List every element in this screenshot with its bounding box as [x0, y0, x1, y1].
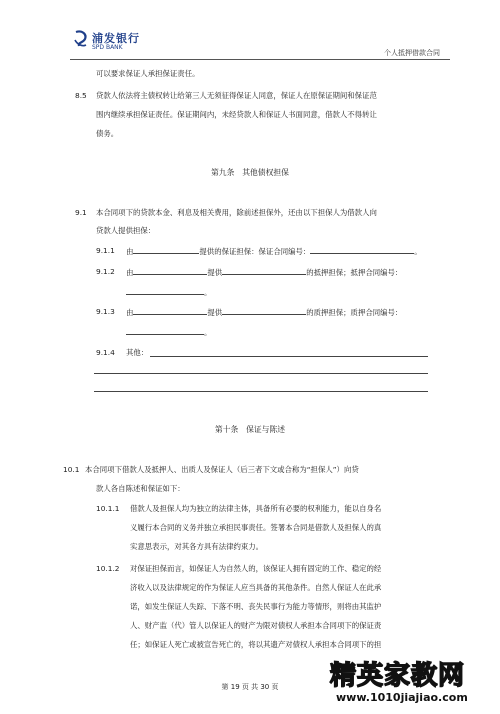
header-divider — [70, 59, 450, 60]
paragraph-line: 贷款人依法将主债权转让给第三人无须征得保证人同意，保证人在原保证期间和保证范 — [96, 91, 377, 100]
bank-name: 浦发银行 — [92, 32, 140, 45]
paragraph-line: 实意思表示，对其各方具有法律约束力。 — [130, 542, 264, 551]
guarantee-line — [126, 306, 402, 318]
text-segment: 由 — [126, 268, 134, 277]
watermark-url: www.1010jiajiao.com — [336, 691, 468, 704]
clause-number: 9.1.2 — [96, 267, 115, 276]
page-number: 第 19 页 共 30 页 — [221, 683, 279, 691]
text-segment: 。 — [414, 247, 422, 256]
clause-number: 10.1.2 — [96, 564, 120, 573]
paragraph-line: 贷款人提供担保： — [96, 226, 156, 235]
guarantee-line — [126, 326, 211, 338]
text-segment: 提供的保证担保：保证合同编号： — [199, 247, 311, 256]
paragraph-line: 本合同项下借款人及抵押人、出质人及保证人（后三者下文或合称为“担保人”）向贷 — [85, 465, 359, 474]
clause-number: 10.1.1 — [96, 504, 120, 513]
text-segment: 。 — [204, 288, 212, 297]
clause-number: 9.1.4 — [96, 348, 115, 357]
clause-number: 9.1 — [75, 208, 87, 217]
text-segment: 。 — [204, 328, 212, 337]
fill-blank — [222, 306, 306, 315]
watermark-text: 精英家教网 — [330, 661, 466, 691]
bank-logo-icon — [74, 30, 88, 48]
paragraph-line: 本合同项下的贷款本金、利息及相关费用，除前述担保外，还由以下担保人为借款人向 — [96, 208, 377, 217]
paragraph-line: 款人各自陈述和保证如下： — [96, 484, 185, 493]
fill-blank — [133, 266, 207, 275]
clause-number: 9.1.1 — [96, 246, 115, 255]
paragraph-line: 诺，如发生保证人失踪、下落不明、丧失民事行为能力等情形，则将由其监护 — [130, 602, 382, 611]
fill-blank — [126, 326, 204, 335]
fill-blank — [222, 266, 306, 275]
text-segment: 提供 — [207, 308, 223, 317]
text-segment: 的质押担保；质押合同编号： — [306, 308, 403, 317]
fill-blank — [133, 306, 207, 315]
fill-line — [94, 373, 428, 374]
paragraph-line: 人、财产监（代）管人以保证人的财产为限对债权人承担本合同项下的保证责 — [130, 621, 382, 630]
fill-blank — [126, 286, 204, 295]
paragraph-line: 借款人及担保人均为独立的法律主体，具备所有必要的权利能力，能以自身名 — [130, 504, 382, 513]
text-segment: 由 — [126, 247, 134, 256]
guarantee-line — [126, 266, 402, 278]
paragraph-line: 债务。 — [96, 129, 119, 138]
text-segment: 的抵押担保；抵押合同编号： — [306, 268, 403, 277]
paragraph-line: 济收入以及法律规定的作为保证人应当具备的其他条件。自然人保证人在此承 — [130, 583, 382, 592]
bank-name-english: SPD BANK — [92, 44, 123, 51]
fill-blank — [133, 245, 199, 254]
clause-number: 8.5 — [75, 91, 87, 100]
guarantee-line — [126, 245, 422, 257]
document-title: 个人抵押借款合同 — [384, 49, 440, 57]
guarantee-line — [126, 286, 211, 298]
clause-number: 10.1 — [63, 465, 80, 474]
paragraph-line: 义履行本合同的义务并独立承担民事责任。签署本合同是借款人及担保人的真 — [130, 523, 382, 532]
clause-number: 9.1.3 — [96, 307, 115, 316]
watermark — [328, 655, 500, 707]
text-segment: 其他： — [126, 348, 149, 357]
paragraph-line: 任；如保证人死亡或被宣告死亡的，将以其遗产对债权人承担本合同项下的担 — [130, 640, 382, 649]
fill-blank — [310, 245, 414, 254]
paragraph-line: 可以要求保证人承担保证责任。 — [96, 69, 200, 78]
text-segment: 提供 — [207, 268, 223, 277]
fill-line — [94, 391, 428, 392]
paragraph-line: 围内继续承担保证责任。保证期间内，未经贷款人和保证人书面同意，借款人不得转让 — [96, 110, 377, 119]
paragraph-line: 对保证担保而言，如保证人为自然人的，该保证人拥有固定的工作、稳定的经 — [130, 564, 382, 573]
article-heading: 第十条 保证与陈述 — [214, 425, 286, 434]
article-heading: 第九条 其他债权担保 — [211, 168, 289, 177]
fill-line — [150, 356, 428, 357]
text-segment: 由 — [126, 308, 134, 317]
